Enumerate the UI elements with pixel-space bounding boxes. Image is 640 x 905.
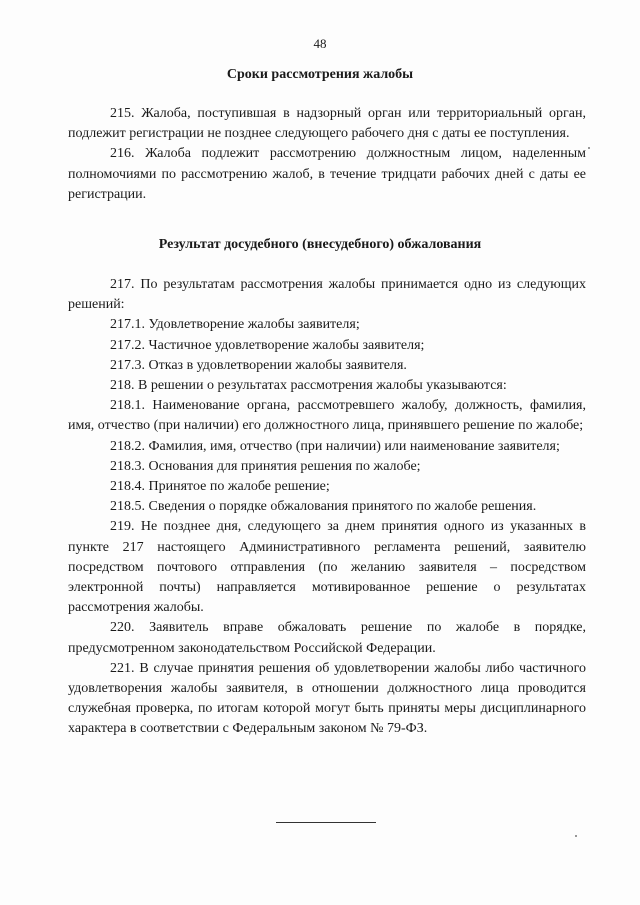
footer-separator-line — [276, 822, 376, 823]
paragraph-221: 221. В случае принятия решения об удовлетворении жалобы либо частичного удовлетворения жалобы заявителя, в отношении должностного лица проводится служебная проверка, по итогам которой могут быть приняты меры дисциплинарного характера в соответствии с Федеральным законом № 79-ФЗ. — [68, 660, 586, 737]
paragraph-217-1: 217.1. Удовлетворение жалобы заявителя; — [110, 317, 360, 333]
paragraph-218-3: 218.3. Основания для принятия решения по жалобе; — [110, 458, 421, 474]
paragraph-220: 220. Заявитель вправе обжаловать решение по жалобе в порядке, предусмотренном законодательством Российской Федерации. — [68, 620, 586, 656]
section-title-review-terms: Сроки рассмотрения жалобы — [226, 67, 414, 82]
paragraph-217-3: 217.3. Отказ в удовлетворении жалобы заявителя. — [110, 357, 407, 373]
scan-speck — [575, 835, 577, 837]
paragraph-219: 219. Не позднее дня, следующего за днем принятия одного из указанных в пункте 217 настоящего Административного регламента решений, заявителю посредством почтового отправления (по желанию заявителя – посредством электронной почты) направляется мотивированное решение о результатах рассмотрения жалобы. — [68, 519, 586, 616]
section-review-terms — [68, 104, 586, 205]
section-appeal-result — [68, 275, 586, 740]
scan-speck — [588, 147, 590, 149]
paragraph-218-1: 218.1. Наименование органа, рассмотревшего жалобу, должность, фамилия, имя, отчество (при наличии) его должностного лица, принявшего решение по жалобе; — [68, 398, 586, 434]
paragraph-215: 215. Жалоба, поступившая в надзорный орган или территориальный орган, подлежит регистрации не позднее следующего рабочего дня с даты ее поступления. — [68, 106, 586, 142]
paragraph-218-2: 218.2. Фамилия, имя, отчество (при наличии) или наименование заявителя; — [110, 438, 560, 454]
paragraph-218-5: 218.5. Сведения о порядке обжалования принятого по жалобе решения. — [110, 499, 537, 515]
page-number: 48 — [313, 36, 327, 51]
paragraph-218-4: 218.4. Принятое по жалобе решение; — [110, 479, 330, 495]
paragraph-217-2: 217.2. Частичное удовлетворение жалобы заявителя; — [110, 337, 425, 353]
paragraph-218: 218. В решении о результатах рассмотрения жалобы указываются: — [110, 378, 507, 394]
paragraph-217: 217. По результатам рассмотрения жалобы принимается одно из следующих решений: — [68, 277, 586, 313]
section-title-appeal-result: Результат досудебного (внесудебного) обжалования — [158, 237, 482, 252]
paragraph-216: 216. Жалоба подлежит рассмотрению должностным лицом, наделенным полномочиями по рассмотрению жалоб, в течение тридцати рабочих дней с даты ее регистрации. — [68, 146, 586, 202]
